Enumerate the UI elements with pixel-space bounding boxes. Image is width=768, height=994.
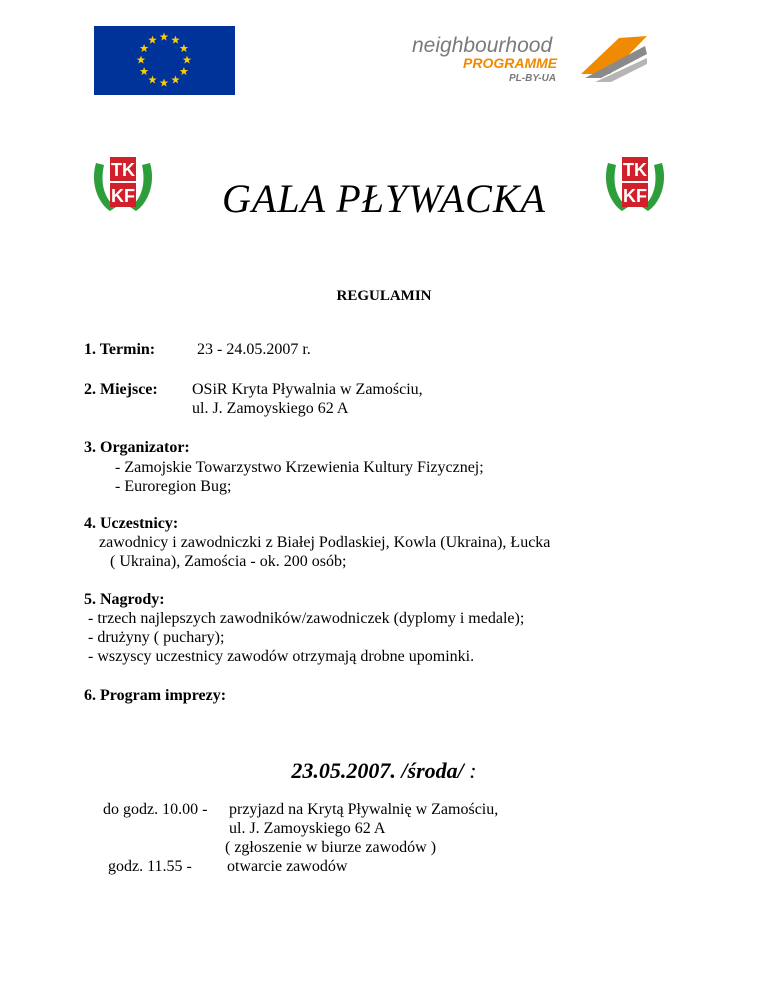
subtitle: REGULAMIN [336,288,432,304]
nagrody-item: - drużyny ( puchary); [88,629,225,646]
tkkf-bottom-text: KF [111,186,135,206]
schedule-text: otwarcie zawodów [227,858,348,875]
section-miejsce-value: OSiR Kryta Pływalnia w Zamościu, [192,381,423,398]
tkkf-top-text: TK [623,160,647,180]
organizator-item: - Euroregion Bug; [115,478,232,495]
section-termin-label: 1. Termin: [84,341,156,358]
uczestnicy-line2: ( Ukraina), Zamościa - ok. 200 osób; [110,553,347,570]
nagrody-item: - wszyscy uczestnicy zawodów otrzymają drobne upominki. [88,648,475,665]
schedule-text: ul. J. Zamoyskiego 62 A [229,820,386,837]
section-organizator-label: 3. Organizator: [84,439,190,456]
tkkf-top-text: TK [111,160,135,180]
tkkf-bottom-text: KF [623,186,647,206]
logo-line1: neighbourhood [412,34,553,57]
section-miejsce-value2: ul. J. Zamoyskiego 62 A [192,400,349,417]
page-title: GALA PŁYWACKA [222,176,546,221]
logo-line2: PROGRAMME [463,55,558,71]
schedule-day: 23.05.2007. /środa/ [291,758,464,783]
organizator-item: - Zamojskie Towarzystwo Krzewienia Kultury Fizycznej; [115,459,484,476]
swoosh-icon [581,36,647,82]
nagrody-item: - trzech najlepszych zawodników/zawodniczek (dyplomy i medale); [88,610,525,627]
eu-flag-icon [94,26,235,95]
section-program-label: 6. Program imprezy: [84,687,227,704]
logo-line3: PL-BY-UA [509,73,557,84]
section-uczestnicy-label: 4. Uczestnicy: [84,515,179,532]
schedule-time: do godz. 10.00 - [103,801,208,818]
section-nagrody-label: 5. Nagrody: [84,591,165,608]
neighbourhood-programme-logo [405,28,651,86]
schedule-time: godz. 11.55 - [108,858,192,875]
schedule-day-heading [0,757,768,785]
section-miejsce-label: 2. Miejsce: [84,381,158,398]
schedule-text: ( zgłoszenie w biurze zawodów ) [225,839,437,856]
schedule-text: przyjazd na Krytą Pływalnię w Zamościu, [229,801,499,818]
schedule-day-suffix: : [463,758,477,783]
section-termin-value: 23 - 24.05.2007 r. [197,341,311,358]
uczestnicy-line1: zawodnicy i zawodniczki z Białej Podlaskiej, Kowla (Ukraina), Łucka [99,534,551,551]
